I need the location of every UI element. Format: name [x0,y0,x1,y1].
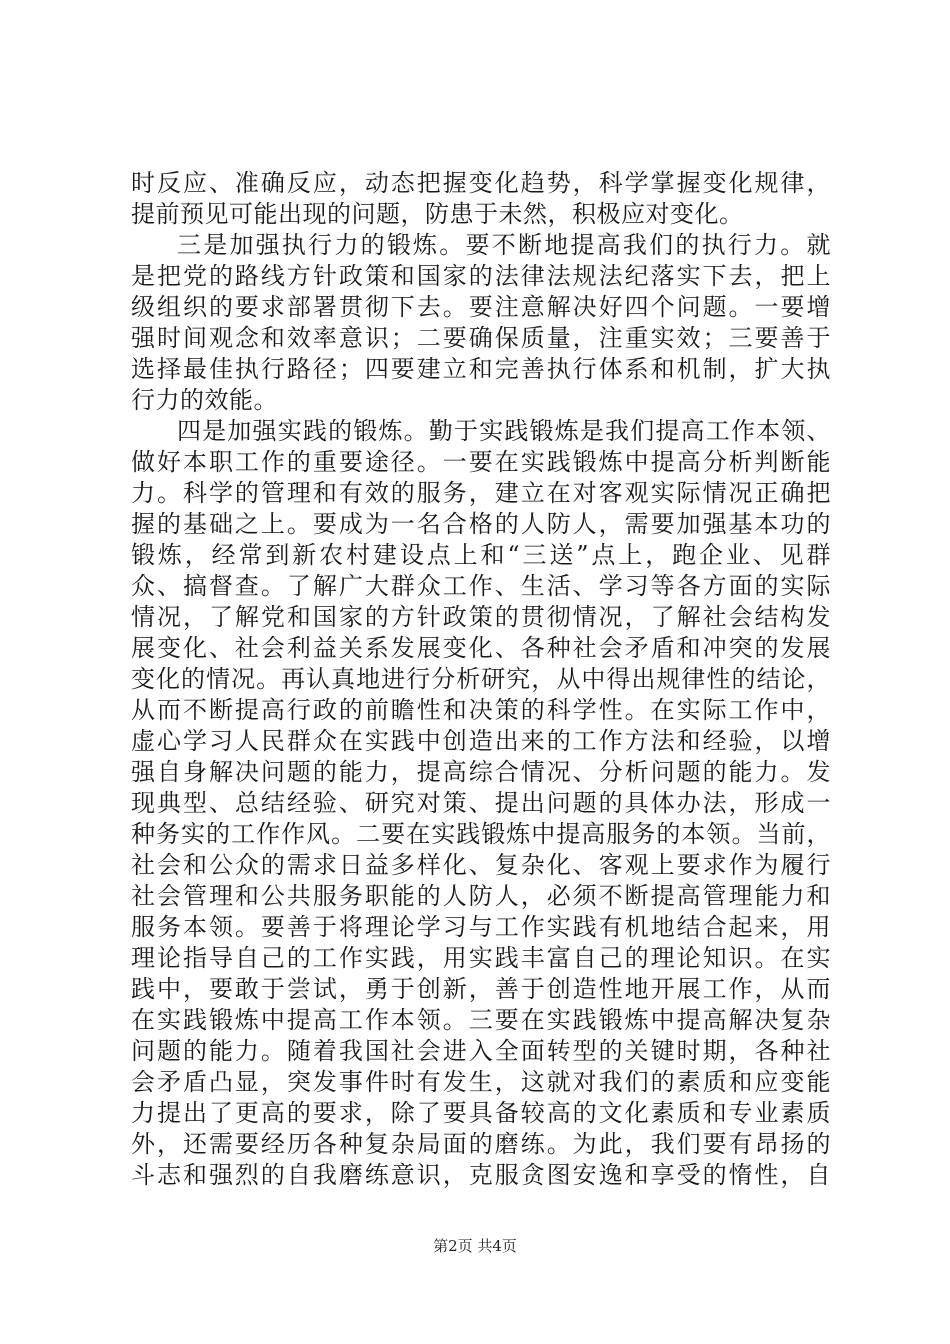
text-line: 会矛盾凸显，突发事件时有发生，这就对我们的素质和应变能 [131,1068,831,1096]
paragraph [131,230,831,416]
text-line: 行力的效能。 [131,386,278,414]
text-line: 在实践锻炼中提高工作本领。三要在实践锻炼中提高解决复杂 [131,1006,831,1034]
text-line: 三是加强执行力的锻炼。要不断地提高我们的执行力。就 [177,231,831,259]
text-line: 提前预见可能出现的问题，防患于未然，积极应对变化。 [131,200,744,228]
text-line: 理论指导自己的工作实践，用实践丰富自己的理论知识。在实 [131,944,831,972]
text-line: 是把党的路线方针政策和国家的法律法规法纪落实下去，把上 [131,262,831,290]
text-line: 问题的能力。随着我国社会进入全面转型的关键时期，各种社 [131,1037,831,1065]
text-line: 四是加强实践的锻炼。勤于实践锻炼是我们提高工作本领、 [177,417,831,445]
text-line: 做好本职工作的重要途径。一要在实践锻炼中提高分析判断能 [131,448,831,476]
paragraph [131,168,831,230]
text-line: 握的基础之上。要成为一名合格的人防人，需要加强基本功的 [131,510,831,538]
text-line: 种务实的工作作风。二要在实践锻炼中提高服务的本领。当前， [131,820,831,848]
page-number: 第2页 共4页 [433,1237,517,1255]
text-line: 外，还需要经历各种复杂局面的磨练。为此，我们要有昂扬的 [131,1130,831,1158]
text-line: 众、搞督查。了解广大群众工作、生活、学习等各方面的实际 [131,572,831,600]
text-line: 变化的情况。再认真地进行分析研究，从中得出规律性的结论， [131,665,831,693]
text-line: 服务本领。要善于将理论学习与工作实践有机地结合起来，用 [131,913,831,941]
text-line: 展变化、社会利益关系发展变化、各种社会矛盾和冲突的发展 [131,634,831,662]
text-line: 情况，了解党和国家的方针政策的贯彻情况，了解社会结构发 [131,603,831,631]
page-footer [0,1236,950,1256]
text-line: 从而不断提高行政的前瞻性和决策的科学性。在实际工作中， [131,696,831,724]
text-line: 强时间观念和效率意识；二要确保质量，注重实效；三要善于 [131,324,831,352]
text-line: 级组织的要求部署贯彻下去。要注意解决好四个问题。一要增 [131,293,831,321]
text-line: 社会管理和公共服务职能的人防人，必须不断提高管理能力和 [131,882,831,910]
body-text [131,168,831,1191]
text-line: 锻炼，经常到新农村建设点上和“三送”点上，跑企业、见群 [131,541,831,569]
text-line: 力提出了更高的要求，除了要具备较高的文化素质和专业素质 [131,1099,831,1127]
text-line: 虚心学习人民群众在实践中创造出来的工作方法和经验，以增 [131,727,831,755]
text-line: 力。科学的管理和有效的服务，建立在对客观实际情况正确把 [131,479,831,507]
text-line: 践中，要敢于尝试，勇于创新，善于创造性地开展工作，从而 [131,975,831,1003]
text-line: 选择最佳执行路径；四要建立和完善执行体系和机制，扩大执 [131,355,831,383]
text-line: 现典型、总结经验、研究对策、提出问题的具体办法，形成一 [131,789,831,817]
text-line: 社会和公众的需求日益多样化、复杂化、客观上要求作为履行 [131,851,831,879]
text-line: 强自身解决问题的能力，提高综合情况、分析问题的能力。发 [131,758,831,786]
text-line: 斗志和强烈的自我磨练意识，克服贪图安逸和享受的惰性，自 [131,1161,831,1189]
paragraph [131,416,831,1191]
text-line: 时反应、准确反应，动态把握变化趋势，科学掌握变化规律， [131,169,831,197]
